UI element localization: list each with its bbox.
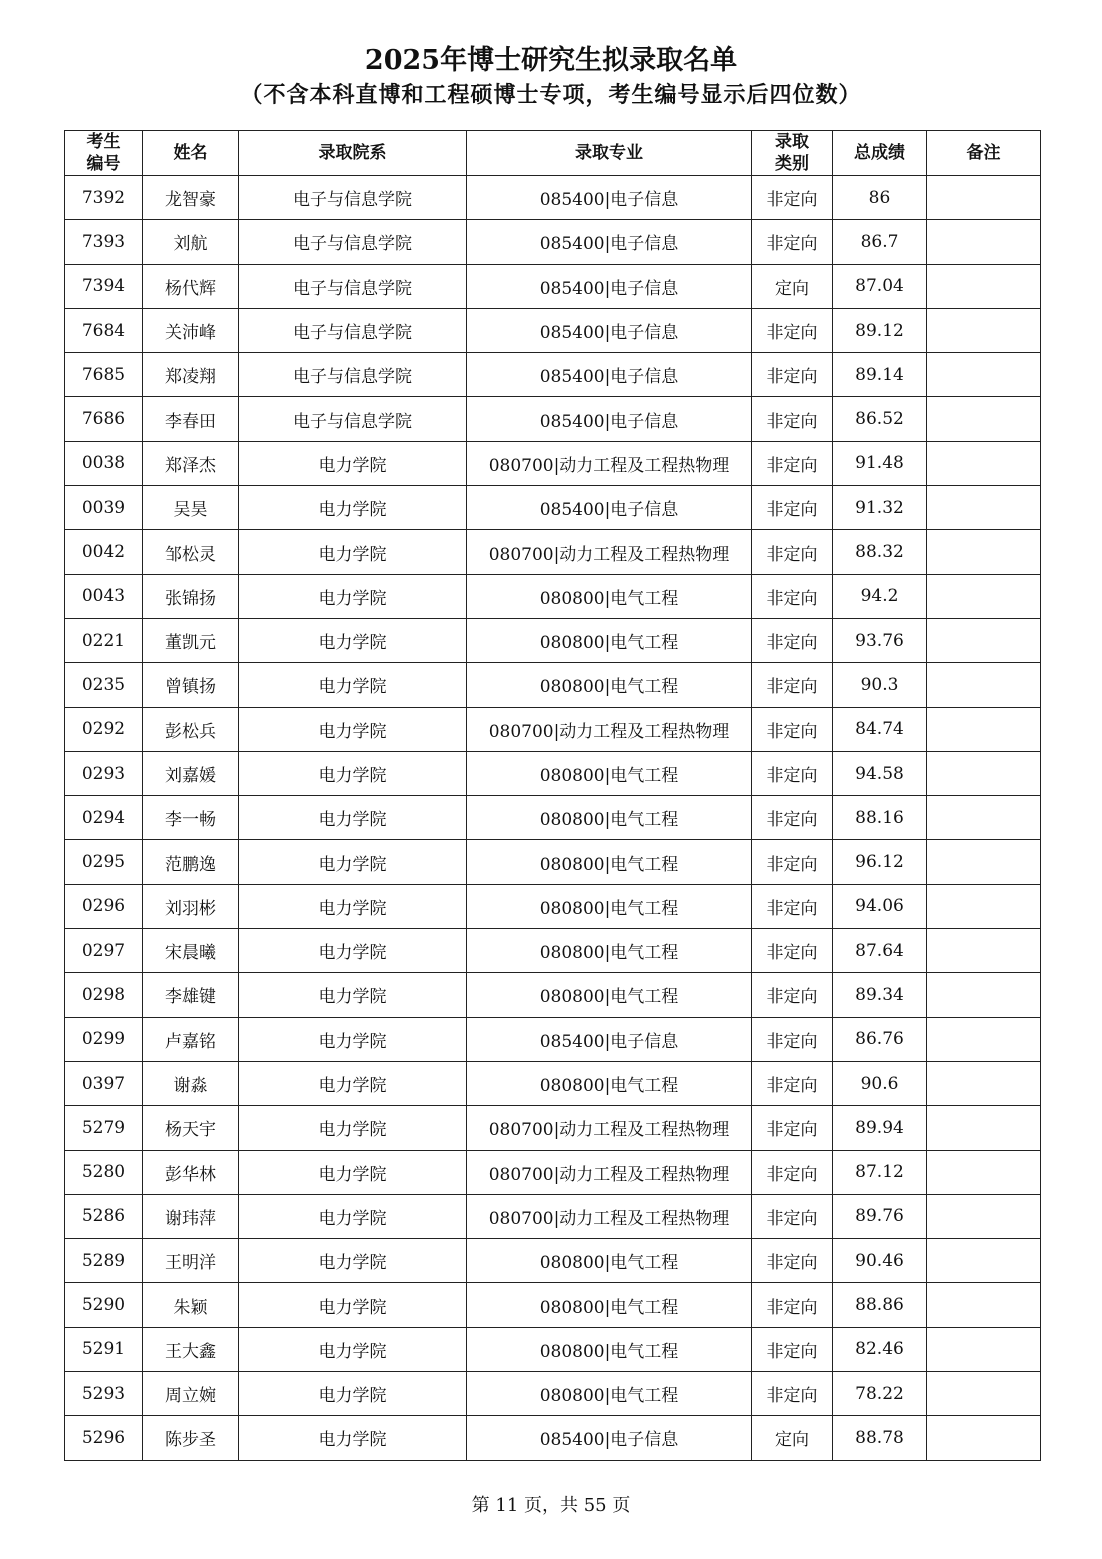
note-cell <box>927 840 1041 884</box>
table-row <box>65 1327 1041 1371</box>
note-cell <box>927 1283 1041 1327</box>
name-cell: 关沛峰 <box>143 308 239 352</box>
admission-type-cell: 非定向 <box>752 308 833 352</box>
major-cell: 080800|电气工程 <box>467 663 752 707</box>
department-cell: 电力学院 <box>239 796 467 840</box>
note-cell <box>927 1372 1041 1416</box>
department-cell: 电力学院 <box>239 840 467 884</box>
name-cell: 宋晨曦 <box>143 929 239 973</box>
major-cell: 080800|电气工程 <box>467 884 752 928</box>
admission-type-cell: 非定向 <box>752 220 833 264</box>
note-cell <box>927 618 1041 662</box>
table-row <box>65 929 1041 973</box>
major-cell: 080800|电气工程 <box>467 796 752 840</box>
candidate-id-cell: 0397 <box>65 1061 143 1105</box>
note-cell <box>927 1327 1041 1371</box>
name-cell: 龙智豪 <box>143 176 239 220</box>
department-cell: 电力学院 <box>239 574 467 618</box>
major-cell: 085400|电子信息 <box>467 486 752 530</box>
department-cell: 电力学院 <box>239 530 467 574</box>
department-cell: 电力学院 <box>239 663 467 707</box>
admission-type-cell: 非定向 <box>752 176 833 220</box>
total-score-cell: 89.14 <box>833 353 927 397</box>
major-cell: 085400|电子信息 <box>467 220 752 264</box>
major-cell: 080800|电气工程 <box>467 973 752 1017</box>
admission-type-cell: 非定向 <box>752 397 833 441</box>
department-cell: 电力学院 <box>239 441 467 485</box>
candidate-id-cell: 0235 <box>65 663 143 707</box>
admission-type-cell: 非定向 <box>752 1106 833 1150</box>
table-row <box>65 884 1041 928</box>
candidate-id-cell: 0295 <box>65 840 143 884</box>
major-cell: 085400|电子信息 <box>467 1017 752 1061</box>
major-cell: 080800|电气工程 <box>467 751 752 795</box>
total-score-cell: 90.3 <box>833 663 927 707</box>
table-row <box>65 618 1041 662</box>
admission-type-cell: 非定向 <box>752 1283 833 1327</box>
name-cell: 卢嘉铭 <box>143 1017 239 1061</box>
admission-type-cell: 非定向 <box>752 929 833 973</box>
table-row <box>65 308 1041 352</box>
table-row <box>65 973 1041 1017</box>
note-cell <box>927 530 1041 574</box>
total-score-cell: 87.12 <box>833 1150 927 1194</box>
name-cell: 李一畅 <box>143 796 239 840</box>
candidate-id-cell: 5279 <box>65 1106 143 1150</box>
total-score-cell: 86.52 <box>833 397 927 441</box>
candidate-id-cell: 0299 <box>65 1017 143 1061</box>
department-cell: 电力学院 <box>239 1416 467 1460</box>
total-score-cell: 87.04 <box>833 264 927 308</box>
candidate-id-cell: 5289 <box>65 1239 143 1283</box>
total-score-cell: 91.48 <box>833 441 927 485</box>
note-cell <box>927 929 1041 973</box>
total-score-cell: 87.64 <box>833 929 927 973</box>
note-cell <box>927 1061 1041 1105</box>
note-cell <box>927 663 1041 707</box>
candidate-id-cell: 0039 <box>65 486 143 530</box>
department-cell: 电力学院 <box>239 707 467 751</box>
admission-type-cell: 定向 <box>752 264 833 308</box>
name-cell: 郑凌翔 <box>143 353 239 397</box>
department-cell: 电力学院 <box>239 1150 467 1194</box>
table-header-row <box>65 131 1041 176</box>
major-cell: 080700|动力工程及工程热物理 <box>467 441 752 485</box>
department-cell: 电子与信息学院 <box>239 176 467 220</box>
department-cell: 电力学院 <box>239 884 467 928</box>
major-cell: 080800|电气工程 <box>467 929 752 973</box>
total-score-cell: 89.12 <box>833 308 927 352</box>
total-score-cell: 86.7 <box>833 220 927 264</box>
name-cell: 刘羽彬 <box>143 884 239 928</box>
total-score-cell: 78.22 <box>833 1372 927 1416</box>
note-cell <box>927 397 1041 441</box>
department-cell: 电子与信息学院 <box>239 264 467 308</box>
table-row <box>65 707 1041 751</box>
department-cell: 电力学院 <box>239 1327 467 1371</box>
candidate-id-cell: 0296 <box>65 884 143 928</box>
department-cell: 电子与信息学院 <box>239 220 467 264</box>
candidate-id-cell: 0298 <box>65 973 143 1017</box>
name-cell: 范鹏逸 <box>143 840 239 884</box>
note-cell <box>927 973 1041 1017</box>
candidate-id-cell: 7685 <box>65 353 143 397</box>
candidate-id-cell: 0293 <box>65 751 143 795</box>
major-cell: 080800|电气工程 <box>467 1372 752 1416</box>
name-cell: 王明洋 <box>143 1239 239 1283</box>
candidate-id-cell: 0038 <box>65 441 143 485</box>
candidate-id-cell: 0042 <box>65 530 143 574</box>
admission-type-cell: 非定向 <box>752 486 833 530</box>
total-score-cell: 88.16 <box>833 796 927 840</box>
admission-type-cell: 非定向 <box>752 618 833 662</box>
admission-type-cell: 非定向 <box>752 1150 833 1194</box>
name-cell: 谢淼 <box>143 1061 239 1105</box>
admission-type-cell: 非定向 <box>752 796 833 840</box>
major-cell: 085400|电子信息 <box>467 176 752 220</box>
major-cell: 080700|动力工程及工程热物理 <box>467 707 752 751</box>
candidate-id-cell: 0043 <box>65 574 143 618</box>
candidate-id-cell: 5293 <box>65 1372 143 1416</box>
header-candidate-id: 考生 编号 <box>65 131 143 176</box>
total-score-cell: 91.32 <box>833 486 927 530</box>
candidate-id-cell: 5291 <box>65 1327 143 1371</box>
table-row <box>65 1194 1041 1238</box>
admission-type-cell: 非定向 <box>752 1017 833 1061</box>
admission-type-cell: 非定向 <box>752 840 833 884</box>
total-score-cell: 89.34 <box>833 973 927 1017</box>
note-cell <box>927 441 1041 485</box>
department-cell: 电子与信息学院 <box>239 353 467 397</box>
note-cell <box>927 264 1041 308</box>
table-row <box>65 1106 1041 1150</box>
table-row <box>65 220 1041 264</box>
department-cell: 电力学院 <box>239 929 467 973</box>
table-row <box>65 1416 1041 1460</box>
total-score-cell: 94.06 <box>833 884 927 928</box>
admission-type-cell: 非定向 <box>752 1061 833 1105</box>
name-cell: 张锦扬 <box>143 574 239 618</box>
department-cell: 电力学院 <box>239 1239 467 1283</box>
major-cell: 080800|电气工程 <box>467 840 752 884</box>
department-cell: 电力学院 <box>239 1106 467 1150</box>
candidate-id-cell: 7392 <box>65 176 143 220</box>
note-cell <box>927 751 1041 795</box>
total-score-cell: 88.78 <box>833 1416 927 1460</box>
name-cell: 彭华林 <box>143 1150 239 1194</box>
table-row <box>65 1150 1041 1194</box>
page-footer: 第 11 页，共 55 页 <box>471 1495 631 1516</box>
table-row <box>65 353 1041 397</box>
admission-type-cell: 非定向 <box>752 663 833 707</box>
candidate-id-cell: 7394 <box>65 264 143 308</box>
name-cell: 杨天宇 <box>143 1106 239 1150</box>
candidate-id-cell: 5280 <box>65 1150 143 1194</box>
total-score-cell: 88.86 <box>833 1283 927 1327</box>
note-cell <box>927 1416 1041 1460</box>
department-cell: 电子与信息学院 <box>239 397 467 441</box>
name-cell: 邹松灵 <box>143 530 239 574</box>
note-cell <box>927 486 1041 530</box>
admission-type-cell: 非定向 <box>752 973 833 1017</box>
major-cell: 085400|电子信息 <box>467 353 752 397</box>
note-cell <box>927 308 1041 352</box>
major-cell: 085400|电子信息 <box>467 1416 752 1460</box>
candidate-id-cell: 5286 <box>65 1194 143 1238</box>
major-cell: 080700|动力工程及工程热物理 <box>467 530 752 574</box>
major-cell: 080700|动力工程及工程热物理 <box>467 1194 752 1238</box>
admission-type-cell: 非定向 <box>752 1327 833 1371</box>
note-cell <box>927 220 1041 264</box>
header-admission-type: 录取 类别 <box>752 131 833 176</box>
table-row <box>65 176 1041 220</box>
major-cell: 080800|电气工程 <box>467 1327 752 1371</box>
candidate-id-cell: 0294 <box>65 796 143 840</box>
admission-type-cell: 非定向 <box>752 353 833 397</box>
total-score-cell: 90.46 <box>833 1239 927 1283</box>
department-cell: 电力学院 <box>239 1061 467 1105</box>
table-row <box>65 1239 1041 1283</box>
table-row <box>65 397 1041 441</box>
admission-type-cell: 非定向 <box>752 441 833 485</box>
name-cell: 吴昊 <box>143 486 239 530</box>
major-cell: 085400|电子信息 <box>467 397 752 441</box>
note-cell <box>927 1106 1041 1150</box>
name-cell: 董凯元 <box>143 618 239 662</box>
candidate-id-cell: 7393 <box>65 220 143 264</box>
table-row <box>65 441 1041 485</box>
table-row <box>65 1017 1041 1061</box>
note-cell <box>927 1150 1041 1194</box>
table-row <box>65 1061 1041 1105</box>
header-major: 录取专业 <box>467 131 752 176</box>
name-cell: 谢玮萍 <box>143 1194 239 1238</box>
name-cell: 刘嘉媛 <box>143 751 239 795</box>
table-row <box>65 574 1041 618</box>
candidate-id-cell: 5290 <box>65 1283 143 1327</box>
total-score-cell: 96.12 <box>833 840 927 884</box>
department-cell: 电力学院 <box>239 751 467 795</box>
table-row <box>65 663 1041 707</box>
total-score-cell: 94.58 <box>833 751 927 795</box>
admission-type-cell: 非定向 <box>752 1372 833 1416</box>
table-row <box>65 486 1041 530</box>
department-cell: 电子与信息学院 <box>239 308 467 352</box>
header-total-score: 总成绩 <box>833 131 927 176</box>
admission-type-cell: 非定向 <box>752 1194 833 1238</box>
page-title: 2025年博士研究生拟录取名单 <box>364 45 738 76</box>
note-cell <box>927 1194 1041 1238</box>
name-cell: 李雄键 <box>143 973 239 1017</box>
table-row <box>65 1372 1041 1416</box>
candidate-id-cell: 7684 <box>65 308 143 352</box>
admission-type-cell: 非定向 <box>752 751 833 795</box>
major-cell: 085400|电子信息 <box>467 308 752 352</box>
admission-type-cell: 非定向 <box>752 884 833 928</box>
note-cell <box>927 353 1041 397</box>
major-cell: 080800|电气工程 <box>467 1283 752 1327</box>
name-cell: 郑泽杰 <box>143 441 239 485</box>
total-score-cell: 90.6 <box>833 1061 927 1105</box>
name-cell: 刘航 <box>143 220 239 264</box>
department-cell: 电力学院 <box>239 973 467 1017</box>
total-score-cell: 89.94 <box>833 1106 927 1150</box>
name-cell: 彭松兵 <box>143 707 239 751</box>
admission-type-cell: 定向 <box>752 1416 833 1460</box>
table-row <box>65 530 1041 574</box>
total-score-cell: 86.76 <box>833 1017 927 1061</box>
admission-table <box>64 130 1041 1461</box>
note-cell <box>927 574 1041 618</box>
note-cell <box>927 884 1041 928</box>
major-cell: 080800|电气工程 <box>467 574 752 618</box>
note-cell <box>927 176 1041 220</box>
total-score-cell: 94.2 <box>833 574 927 618</box>
total-score-cell: 93.76 <box>833 618 927 662</box>
total-score-cell: 84.74 <box>833 707 927 751</box>
candidate-id-cell: 7686 <box>65 397 143 441</box>
department-cell: 电力学院 <box>239 618 467 662</box>
total-score-cell: 89.76 <box>833 1194 927 1238</box>
candidate-id-cell: 0221 <box>65 618 143 662</box>
admission-type-cell: 非定向 <box>752 530 833 574</box>
department-cell: 电力学院 <box>239 486 467 530</box>
admission-type-cell: 非定向 <box>752 707 833 751</box>
department-cell: 电力学院 <box>239 1194 467 1238</box>
admission-type-cell: 非定向 <box>752 574 833 618</box>
note-cell <box>927 796 1041 840</box>
header-name: 姓名 <box>143 131 239 176</box>
name-cell: 曾镇扬 <box>143 663 239 707</box>
table-row <box>65 796 1041 840</box>
name-cell: 李春田 <box>143 397 239 441</box>
department-cell: 电力学院 <box>239 1017 467 1061</box>
total-score-cell: 86 <box>833 176 927 220</box>
major-cell: 080700|动力工程及工程热物理 <box>467 1106 752 1150</box>
table-row <box>65 264 1041 308</box>
name-cell: 朱颖 <box>143 1283 239 1327</box>
department-cell: 电力学院 <box>239 1372 467 1416</box>
candidate-id-cell: 0297 <box>65 929 143 973</box>
major-cell: 080800|电气工程 <box>467 1239 752 1283</box>
note-cell <box>927 1239 1041 1283</box>
name-cell: 陈步圣 <box>143 1416 239 1460</box>
name-cell: 王大鑫 <box>143 1327 239 1371</box>
major-cell: 080800|电气工程 <box>467 1061 752 1105</box>
total-score-cell: 88.32 <box>833 530 927 574</box>
name-cell: 周立婉 <box>143 1372 239 1416</box>
admission-type-cell: 非定向 <box>752 1239 833 1283</box>
header-department: 录取院系 <box>239 131 467 176</box>
table-row <box>65 840 1041 884</box>
note-cell <box>927 707 1041 751</box>
candidate-id-cell: 0292 <box>65 707 143 751</box>
major-cell: 080700|动力工程及工程热物理 <box>467 1150 752 1194</box>
name-cell: 杨代辉 <box>143 264 239 308</box>
total-score-cell: 82.46 <box>833 1327 927 1371</box>
major-cell: 080800|电气工程 <box>467 618 752 662</box>
department-cell: 电力学院 <box>239 1283 467 1327</box>
table-row <box>65 1283 1041 1327</box>
table-row <box>65 751 1041 795</box>
major-cell: 085400|电子信息 <box>467 264 752 308</box>
candidate-id-cell: 5296 <box>65 1416 143 1460</box>
note-cell <box>927 1017 1041 1061</box>
header-note: 备注 <box>927 131 1041 176</box>
page-subtitle: （不含本科直博和工程硕博士专项，考生编号显示后四位数） <box>240 82 862 108</box>
